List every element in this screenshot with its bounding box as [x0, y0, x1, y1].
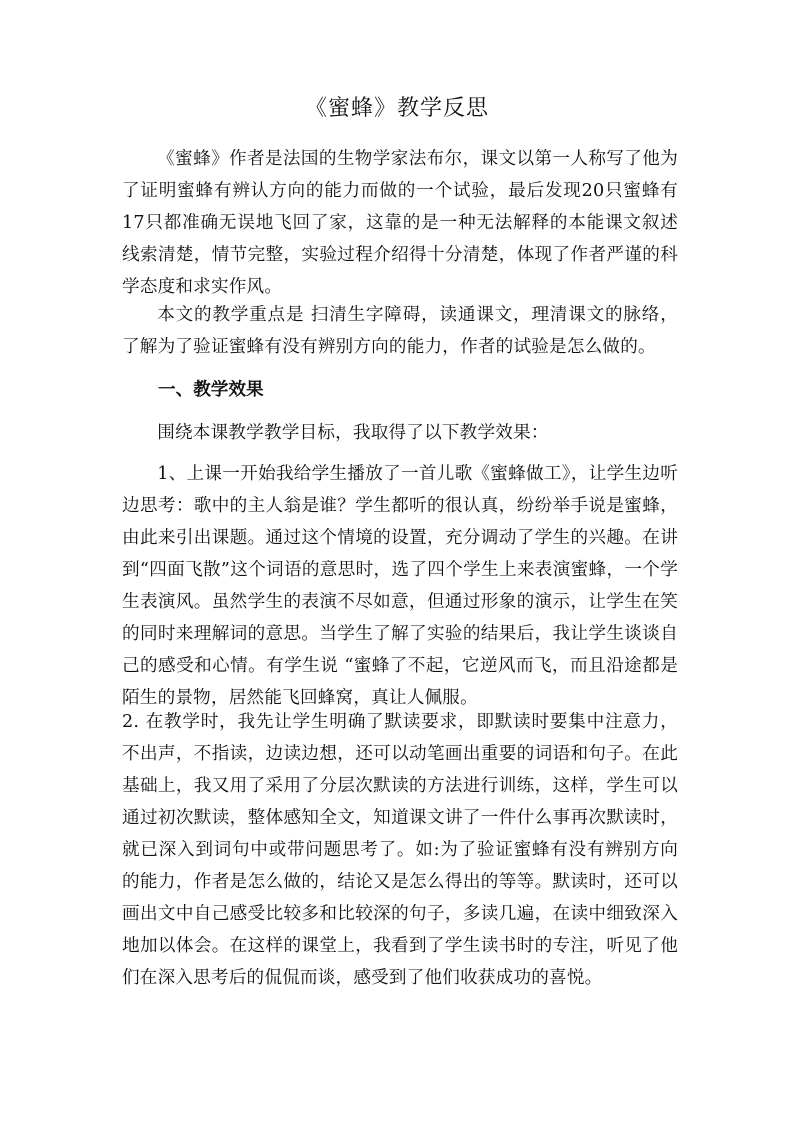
- teaching-focus-paragraph: 本文的教学重点是 扫清生字障碍，读通课文，理清课文的脉络，了解为了验证蜜蜂有没有辨别方向的能力，作者的试验是怎么做的。: [122, 305, 678, 357]
- effect-intro-paragraph: 围绕本课教学教学目标，我取得了以下教学效果：: [157, 423, 549, 443]
- effect-item-2-paragraph: 2. 在教学时，我先让学生明确了默读要求，即默读时要集中注意力，不出声，不指读，边读边想，还可以动笔画出重要的词语和句子。在此基础上，我又用了采用了分层次默读的方法进行训练，这样，学生可以通过初次默读，整体感知全文，知道课文讲了一件什么事再次默读时，就已深入到词句中或带问题思考了。如:为了验证蜜蜂有没有辨别方向的能力，作者是怎么做的，结论又是怎么得出的等等。默读时，还可以画出文中自己感受比较多和比较深的句子，多读几遍，在读中细致深入地加以体会。在这样的课堂上，我看到了学生读书时的专注，听见了他们在深入思考后的侃侃而谈，感受到了他们收获成功的喜悦。: [122, 712, 678, 988]
- intro-paragraph: 《蜜蜂》作者是法国的生物学家法布尔，课文以第一人称写了他为了证明蜜蜂有辨认方向的能力而做的一个试验，最后发现20只蜜蜂有17只都准确无误地飞回了家，这靠的是一种无法解释的本能课文叙述线索清楚，情节完整，实验过程介绍得十分清楚，体现了作者严谨的科学态度和求实作风。: [122, 149, 678, 297]
- effect-item-1-paragraph: 1、上课一开始我给学生播放了一首儿歌《蜜蜂做工》，让学生边听边思考：歌中的主人翁是谁？学生都听的很认真，纷纷举手说是蜜蜂，由此来引出课题。通过这个情境的设置，充分调动了学生的兴趣。在讲到“四面飞散”这个词语的意思时，选了四个学生上来表演蜜蜂，一个学生表演风。虽然学生的表演不尽如意，但通过形象的演示，让学生在笑的同时来理解词的意思。当学生了解了实验的结果后，我让学生谈谈自己的感受和心情。有学生说 “蜜蜂了不起，它逆风而飞，而且沿途都是陌生的景物，居然能飞回蜂窝，真让人佩服。: [122, 464, 678, 708]
- section-heading-teaching-effect: 一、教学效果: [158, 380, 264, 400]
- document-title: 《蜜蜂》教学反思: [304, 96, 489, 121]
